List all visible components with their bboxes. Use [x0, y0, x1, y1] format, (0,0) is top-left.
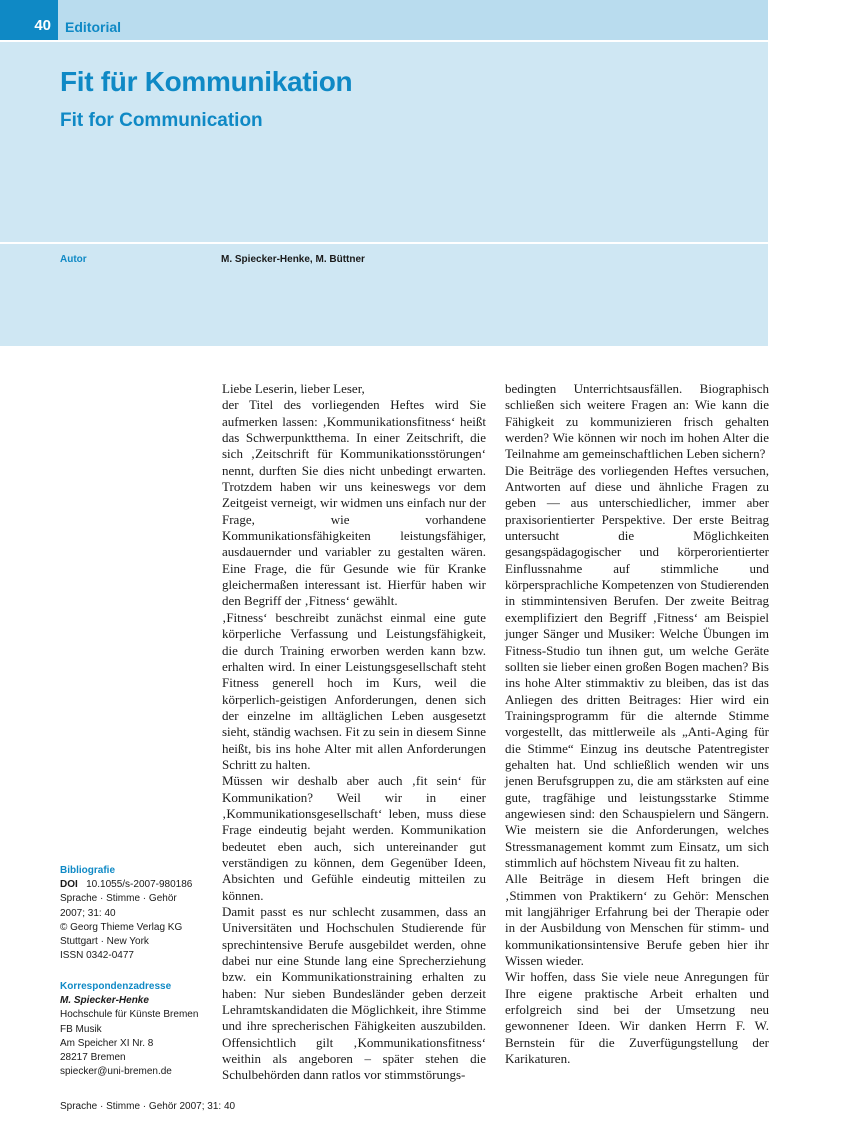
author-label: Autor: [60, 254, 87, 265]
correspondence-name: M. Spiecker-Henke: [60, 995, 149, 1007]
doi-line: [60, 878, 210, 892]
correspondence-block: [60, 980, 210, 1079]
header-divider: [0, 40, 768, 42]
paragraph: der Titel des vorliegenden Heftes wird Sie aufmerken lassen: ‚Kommunikationsfitness‘ heißt das Schwerpunktthema. In einer Zeitschrift, die sich ‚Zeitschrift für Kommunikationsstörungen‘ nennt, durften Sie dies nicht unbedingt erwarten. Trotzdem haben wir uns keineswegs vor dem Zeitgeist verneigt, wir widmen uns einfach nur der Frage, wie vorhandene Kommunikationsfähigkeiten leistungsfähiger, ausdauernder und variabler zu gestalten wären. Eine Frage, die für Gesunde wie für Kranke gleichermaßen interessant ist. Hierfür haben wir den Begriff der ‚Fitness‘ gewählt.: [222, 397, 486, 609]
email-link[interactable]: spiecker@uni-bremen.de: [60, 1066, 172, 1078]
page-number: 40: [0, 0, 58, 40]
publisher-place: Stuttgart · New York: [60, 936, 149, 948]
paragraph: Die Beiträge des vorliegenden Heftes versuchen, Antworten auf diese und ähnliche Fragen zu geben — aus unterschiedlicher, immer aber praxisorientierter Perspektive. Der erste Beitrag untersucht die Möglichkeiten gesangspädagogischer und körperorientierter Einflussnahme auf stimmliche und körpersprachliche Kompetenzen von Studierenden in stimmintensiven Berufen. Der zweite Beitrag exemplifiziert den Begriff ‚Fitness‘ am Beispiel junger Sänger und Musiker: Welche Übungen im Fitness-Studio tun ihnen gut, um welche Geräte sollten sie lieber einen großen Bogen machen? Bis ins hohe Alter stimmaktiv zu bleiben, das ist das Anliegen des dritten Beitrages: Hier wird ein Trainingsprogramm für die alternde Stimme vorgestellt, das mittlerweile als „Anti-Aging für die Stimme“ Einzug ins deutsche Patentregister gehalten hat. Und schließlich wenden wir uns jenen Berufsgruppen zu, die am stärksten auf eine gute, tragfähige und leistungsstarke Stimme angewiesen sind: den Schauspielern und Sängern. Wie meistern sie die Anforderungen, welches Stressmanagement kommt zum Einsatz, um sich stimmlich auf höchstem Niveau fit zu halten.: [505, 462, 769, 870]
journal-issue: 2007; 31: 40: [60, 907, 116, 919]
paragraph: Alle Beiträge in diesem Heft bringen die ‚Stimmen von Praktikern‘ zu Gehör: Menschen mit langjähriger Erfahrung bei der Therapie oder in der Ausbildung von Menschen für stimm- und kommunikationsintensive Berufe geben hier ihr Wissen wieder.: [505, 871, 769, 969]
paragraph: Damit passt es nur schlecht zusammen, dass an Universitäten und Hochschulen Studierende für sprechintensive Berufe ausgebildet werden, ohne dabei nur eine Stunde lang eine Sprecherziehung bzw. ein Kommunikationstraining erhalten zu haben: Nur sieben Bundesländer geben derzeit Lehramtskandidaten die Möglichkeit, ihre Stimme und ihre sprecherischen Fähigkeiten auszubilden. Offensichtlich gilt ‚Kommunikationsfitness‘ weithin als angeboren – später stehen die Schulbehörden dann ratlos vor stimmstörungs-: [222, 904, 486, 1083]
header-band: [0, 0, 768, 346]
correspondence-heading: Korrespondenzadresse: [60, 981, 172, 992]
paragraph: ‚Fitness‘ beschreibt zunächst einmal eine gute körperliche Verfassung und Leistungsfähigkeit, die durch Training erworben werden kann bzw. erhalten wird. In einer Leistungsgesellschaft steht Fitness generell hoch im Kurs, weil die körperlich-geistigen Anforderungen, denen sich der einzelne im alltäglichen Leben ausgesetzt sieht, ständig wachsen. Fit zu sein in diesem Sinne heißt, bis ins hohe Alter mit allen Anforderungen Schritt zu halten.: [222, 609, 486, 772]
paragraph: Müssen wir deshalb aber auch ‚fit sein‘ für Kommunikation? Weil wir in einer ‚Kommunikationsgesellschaft‘ leben, muss diese Frage eindeutig bejaht werden. Kommunikation bedeutet eben auch, sich untereinander gut verständigen zu können, dem Gegenüber Ideen, Absichten und Gefühle eindeutig mitteilen zu können.: [222, 773, 486, 903]
author-names: M. Spiecker-Henke, M. Büttner: [221, 254, 365, 265]
address-line: Hochschule für Künste Bremen: [60, 1009, 199, 1021]
section-label: Editorial: [65, 19, 122, 35]
article-title: Fit für Kommunikation: [60, 66, 353, 97]
salutation: Liebe Leserin, lieber Leser,: [222, 381, 365, 396]
paragraph: Wir hoffen, dass Sie viele neue Anregungen für Ihre eigene praktische Arbeit erhalten und erfolgreich sind bei der Umsetzung neu gewonnener Ideen. Wir danken Herrn F. W. Bernstein für die Zuverfügungstellung der Karikaturen.: [505, 969, 769, 1067]
address-line: 28217 Bremen: [60, 1052, 126, 1064]
doi-value[interactable]: 10.1055/s-2007-980186: [86, 879, 193, 891]
copyright: © Georg Thieme Verlag KG: [60, 921, 183, 933]
bibliography-heading: Bibliografie: [60, 865, 116, 876]
journal-name: Sprache · Stimme · Gehör: [60, 893, 177, 905]
page-footer: Sprache · Stimme · Gehör 2007; 31: 40: [60, 1101, 236, 1112]
bibliography-block: [60, 864, 210, 963]
doi-label: DOI: [60, 879, 78, 891]
issn: ISSN 0342-0477: [60, 950, 134, 962]
author-divider: [0, 242, 768, 244]
paragraph: bedingten Unterrichtsausfällen. Biographisch schließen sich weitere Fragen an: Wie kann die Fähigkeit zu kommunizieren frisch gehalten werden? Wie können wir noch im hohen Alter die Teilnahme am gemeinschaftlichen Leben sichern?: [505, 381, 769, 462]
address-line: FB Musik: [60, 1023, 102, 1035]
address-line: Am Speicher XI Nr. 8: [60, 1037, 154, 1049]
body-column-2: [505, 381, 769, 1067]
body-column-1: [222, 381, 486, 1084]
article-subtitle: Fit for Communication: [60, 110, 263, 131]
